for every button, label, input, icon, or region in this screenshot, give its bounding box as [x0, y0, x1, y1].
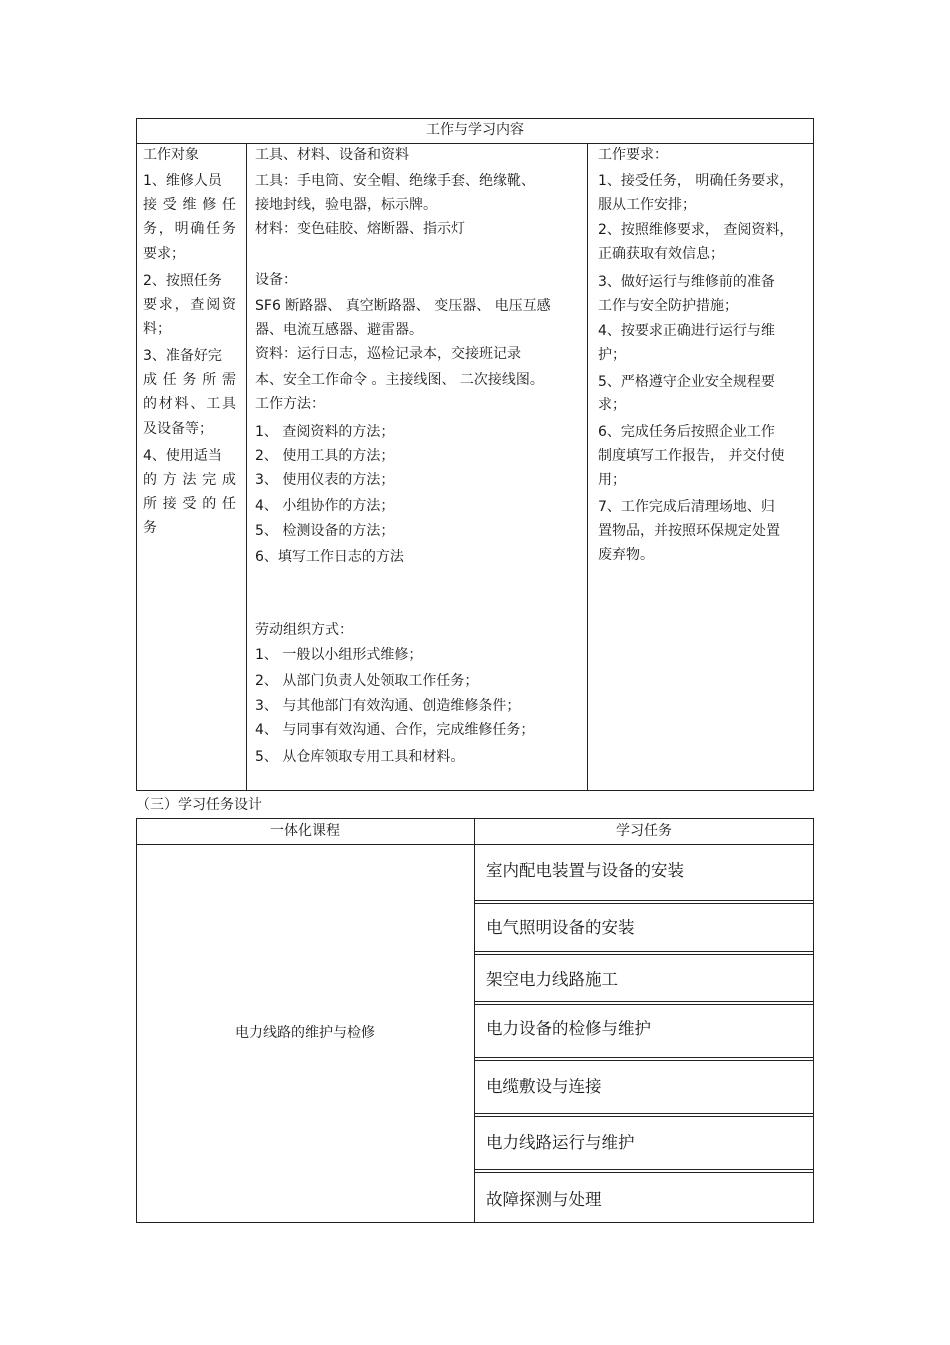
text-line: 正确获取有效信息； [598, 246, 724, 262]
text-line: 及设备等； [143, 421, 213, 437]
text-line: 1、接受任务， 明确任务要求， [598, 173, 794, 189]
text-line: 料； [143, 321, 171, 337]
task-item: 室内配电装置与设备的安装 [486, 861, 684, 880]
text-line: 制度填写工作报告， 并交付使 [598, 448, 785, 464]
text-line [143, 297, 236, 313]
text-line: 工作方法： [255, 396, 325, 412]
task-row-sep [474, 951, 814, 955]
text-line: 工具、材料、设备和资料 [255, 147, 409, 163]
task-row-sep [474, 900, 814, 904]
text-line-content: 的材料、工具 [143, 396, 236, 412]
course-name: 电力线路的维护与检修 [235, 1025, 375, 1041]
text-line: 2、 从部门负责人处领取工作任务； [255, 673, 479, 689]
task-row-sep [474, 1169, 814, 1173]
task-row-sep [474, 1113, 814, 1117]
text-line: 2、 使用工具的方法； [255, 448, 395, 464]
text-line: 本、安全工作命令 。主接线图、 二次接线图。 [255, 372, 544, 388]
text-line: 6、完成任务后按照企业工作 [598, 424, 775, 440]
task-header: 学习任务 [616, 823, 672, 839]
text-line: 求； [598, 397, 626, 413]
text-line: 工具：手电筒、安全帽、绝缘手套、绝缘靴、 [255, 173, 535, 189]
text-line: 劳动组织方式： [255, 622, 353, 638]
column-divider-1 [246, 143, 247, 791]
task-row-sep [474, 1001, 814, 1005]
text-line: 7、工作完成后清理场地、归 [598, 499, 775, 515]
text-line [143, 221, 236, 237]
text-line-content: 成 任 务 所 需 [143, 372, 236, 388]
text-line-content: 的 方 法 完 成 [143, 472, 236, 488]
text-line-content: 接 受 维 修 任 [143, 197, 236, 213]
text-line: 6、填写工作日志的方法 [255, 549, 404, 565]
text-line [143, 396, 236, 412]
text-line: 用； [598, 472, 626, 488]
text-line: 护； [598, 347, 626, 363]
task-column-divider [474, 818, 475, 1223]
task-item: 电气照明设备的安装 [486, 918, 635, 937]
task-design-table [136, 818, 814, 1223]
text-line: 工作与安全防护措施； [598, 298, 738, 314]
text-line: 服从工作安排； [598, 197, 696, 213]
column-divider-2 [587, 143, 588, 791]
text-line: 5、严格遵守企业安全规程要 [598, 374, 775, 390]
task-item: 电力设备的检修与维护 [486, 1019, 651, 1038]
task-row-sep [474, 1057, 814, 1061]
course-header: 一体化课程 [270, 823, 340, 839]
col1-title: 工作对象 [143, 147, 199, 163]
text-line: 务 [143, 520, 157, 536]
text-line: 2、按照维修要求， 查阅资料， [598, 222, 794, 238]
text-line: 2、按照任务 [143, 273, 222, 289]
work-table-header: 工作与学习内容 [426, 122, 524, 138]
text-line [143, 372, 236, 388]
text-line: 器、电流互感器、避雷器。 [255, 322, 423, 338]
task-header-divider [136, 844, 814, 845]
text-line: 资料：运行日志，巡检记录本，交接班记录 [255, 346, 521, 362]
text-line-content: 要求，查阅资 [143, 297, 236, 313]
text-line: 4、 小组协作的方法； [255, 498, 395, 514]
text-line: 1、维修人员 [143, 173, 222, 189]
text-line: 4、按要求正确进行运行与维 [598, 323, 775, 339]
text-line: 3、 与其他部门有效沟通、创造维修条件； [255, 698, 521, 714]
text-line: 1、 查阅资料的方法； [255, 424, 395, 440]
text-line: 废弃物。 [598, 547, 654, 563]
task-item: 电缆敷设与连接 [486, 1077, 602, 1096]
text-line: 3、 使用仪表的方法； [255, 472, 395, 488]
task-item: 故障探测与处理 [486, 1190, 602, 1209]
text-line: 5、 检测设备的方法； [255, 523, 395, 539]
text-line: 材料：变色硅胶、熔断器、指示灯 [255, 221, 465, 237]
task-item: 电力线路运行与维护 [486, 1133, 635, 1152]
header-divider [136, 143, 814, 144]
text-line: 设备： [255, 272, 297, 288]
text-line: 要求； [143, 246, 185, 262]
text-line: 置物品，并按照环保规定处置 [598, 523, 780, 539]
text-line: 接地封线，验电器，标示牌。 [255, 197, 437, 213]
text-line-content: 务，明确任务 [143, 221, 236, 237]
task-item: 架空电力线路施工 [486, 970, 618, 989]
text-line [143, 496, 236, 512]
text-line: 4、 与同事有效沟通、合作，完成维修任务； [255, 722, 535, 738]
text-line: 1、 一般以小组形式维修； [255, 647, 423, 663]
text-line: 3、准备好完 [143, 348, 222, 364]
text-line [143, 197, 236, 213]
text-line: 4、使用适当 [143, 448, 222, 464]
section-title: （三）学习任务设计 [136, 797, 262, 813]
text-line: SF6 断路器、 真空断路器、 变压器、 电压互感 [255, 298, 551, 314]
text-line [143, 472, 236, 488]
text-line-content: 所 接 受 的 任 [143, 496, 236, 512]
text-line: 工作要求： [598, 147, 668, 163]
text-line: 5、 从仓库领取专用工具和材料。 [255, 749, 465, 765]
text-line: 3、做好运行与维修前的准备 [598, 274, 775, 290]
